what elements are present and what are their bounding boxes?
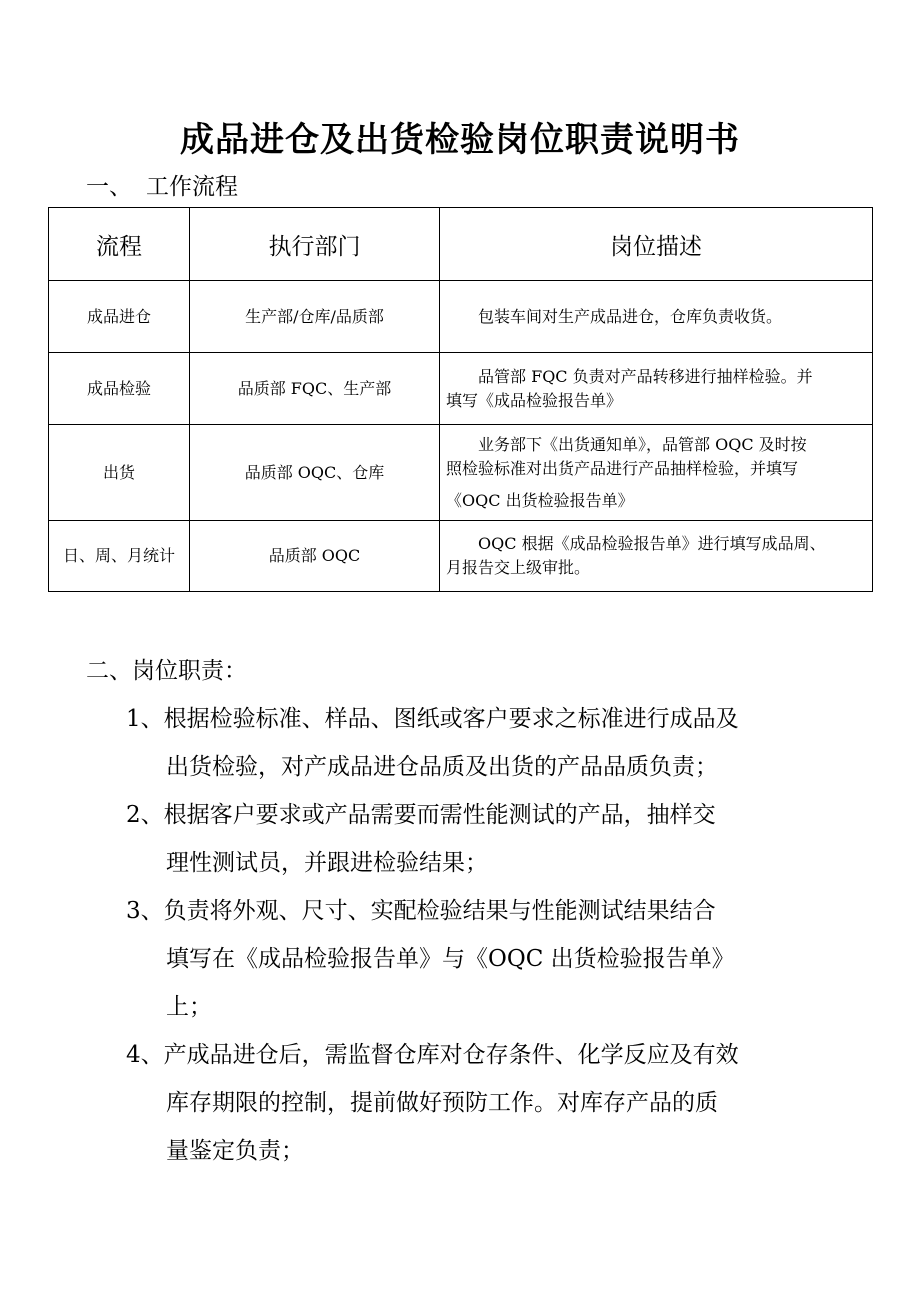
- cell-dept: 品质部 FQC、生产部: [190, 353, 440, 425]
- table-row: [49, 353, 873, 425]
- desc-line: 填写《成品检验报告单》: [446, 390, 623, 410]
- workflow-table: [48, 207, 873, 592]
- desc-line: 照检验标准对出货产品进行产品抽样检验，并填写: [446, 458, 799, 478]
- table-row: [49, 425, 873, 521]
- duty-line: 2、根据客户要求或产品需要而需性能测试的产品，抽样交: [126, 802, 716, 828]
- section-heading-duties: 二、岗位职责：: [86, 658, 247, 684]
- duty-line: 库存期限的控制，提前做好预防工作。对库存产品的质: [166, 1090, 718, 1116]
- duty-line: 4、产成品进仓后，需监督仓库对仓存条件、化学反应及有效: [126, 1042, 739, 1068]
- duty-line: 填写在《成品检验报告单》与《OQC 出货检验报告单》: [166, 946, 735, 972]
- header-process: 流程: [49, 208, 190, 281]
- table-row: [49, 281, 873, 353]
- desc-line: 《OQC 出货检验报告单》: [446, 490, 634, 510]
- cell-desc: [440, 521, 873, 592]
- cell-process: 日、周、月统计: [49, 521, 190, 592]
- table-header-row: [49, 208, 873, 281]
- desc-line: 业务部下《出货通知单》，品管部 OQC 及时按: [478, 434, 807, 454]
- desc-line: OQC 根据《成品检验报告单》进行填写成品周、: [478, 534, 826, 553]
- cell-desc: [440, 281, 873, 353]
- duty-line: 1、根据检验标准、样品、图纸或客户要求之标准进行成品及: [126, 706, 739, 732]
- duty-item: [126, 1031, 806, 1175]
- cell-process: 成品检验: [49, 353, 190, 425]
- section-number: 一、: [86, 174, 132, 200]
- duty-line: 理性测试员，并跟进检验结果；: [166, 850, 488, 876]
- cell-desc: [440, 353, 873, 425]
- duty-item: [126, 791, 806, 887]
- header-dept: 执行部门: [190, 208, 440, 281]
- desc-line: 包装车间对生产成品进仓，仓库负责收货。: [478, 306, 783, 326]
- duty-line: 上；: [166, 994, 212, 1020]
- header-desc: 岗位描述: [440, 208, 873, 281]
- cell-process: 出货: [49, 425, 190, 521]
- cell-process: 成品进仓: [49, 281, 190, 353]
- cell-desc: [440, 425, 873, 521]
- section-heading-workflow: [86, 168, 238, 201]
- duty-line: 量鉴定负责；: [166, 1138, 304, 1164]
- section-label: 工作流程: [146, 174, 238, 200]
- document-title: 成品进仓及出货检验岗位职责说明书: [180, 120, 740, 160]
- cell-dept: 品质部 OQC: [190, 521, 440, 592]
- cell-dept: 品质部 OQC、仓库: [190, 425, 440, 521]
- table-row: [49, 521, 873, 592]
- cell-dept: 生产部/仓库/品质部: [190, 281, 440, 353]
- duty-line: 出货检验，对产成品进仓品质及出货的产品品质负责；: [166, 754, 718, 780]
- desc-line: 月报告交上级审批。: [446, 558, 591, 577]
- desc-line: 品管部 FQC 负责对产品转移进行抽样检验。并: [478, 366, 813, 386]
- duty-line: 3、负责将外观、尺寸、实配检验结果与性能测试结果结合: [126, 898, 716, 924]
- duty-item: [126, 887, 806, 1031]
- duty-item: [126, 695, 806, 791]
